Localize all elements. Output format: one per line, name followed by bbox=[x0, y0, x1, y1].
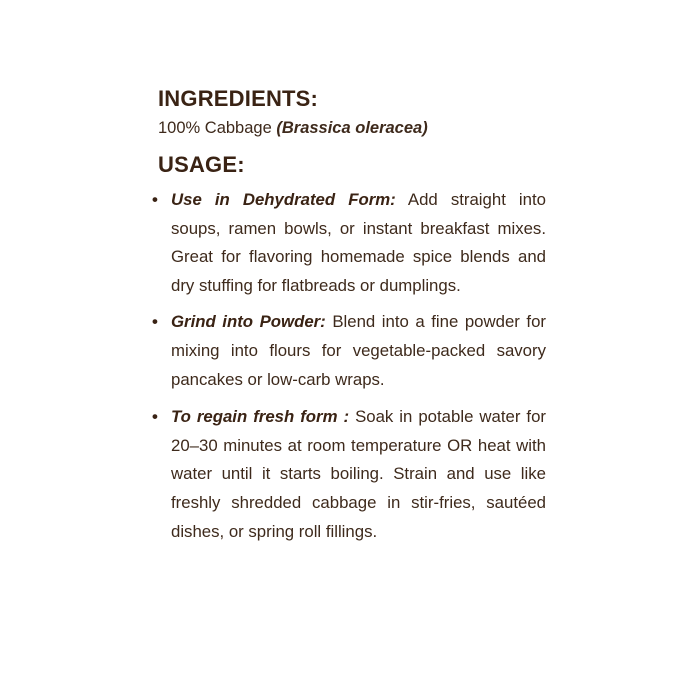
ingredients-text: 100% Cabbage bbox=[158, 119, 272, 137]
product-info-panel bbox=[152, 86, 546, 554]
usage-item-text: Soak in potable water for 20–30 minutes at room temperature OR heat with water until it starts boiling. Strain and use like freshly shredded cabbage in stir-fries, sautéed dishes, or spring roll fillings. bbox=[171, 407, 546, 541]
usage-item-title: Use in Dehydrated Form: bbox=[171, 190, 396, 209]
usage-item-powder bbox=[152, 308, 546, 394]
usage-item-dehydrated bbox=[152, 186, 546, 300]
usage-item-title: To regain fresh form : bbox=[171, 407, 350, 427]
usage-item-text: Add straight into soups, ramen bowls, or instant breakfast mixes. Great for flavoring homemade spice blends and dry stuffing for flatbreads or dumplings. bbox=[171, 190, 546, 295]
usage-item-text: Blend into a fine powder for mixing into flours for vegetable-packed savory pancakes or low-carb wraps. bbox=[171, 312, 546, 389]
ingredients-line bbox=[158, 118, 546, 138]
ingredients-heading: INGREDIENTS: bbox=[158, 86, 319, 111]
usage-list bbox=[152, 186, 546, 546]
bullet-icon: • bbox=[152, 312, 158, 332]
usage-item-fresh-form bbox=[152, 403, 546, 546]
bullet-icon: • bbox=[152, 190, 158, 209]
usage-item-title: Grind into Powder: bbox=[171, 312, 326, 332]
bullet-icon: • bbox=[152, 407, 158, 427]
scientific-name: (Brassica oleracea) bbox=[276, 119, 428, 137]
usage-heading: USAGE: bbox=[158, 152, 245, 177]
